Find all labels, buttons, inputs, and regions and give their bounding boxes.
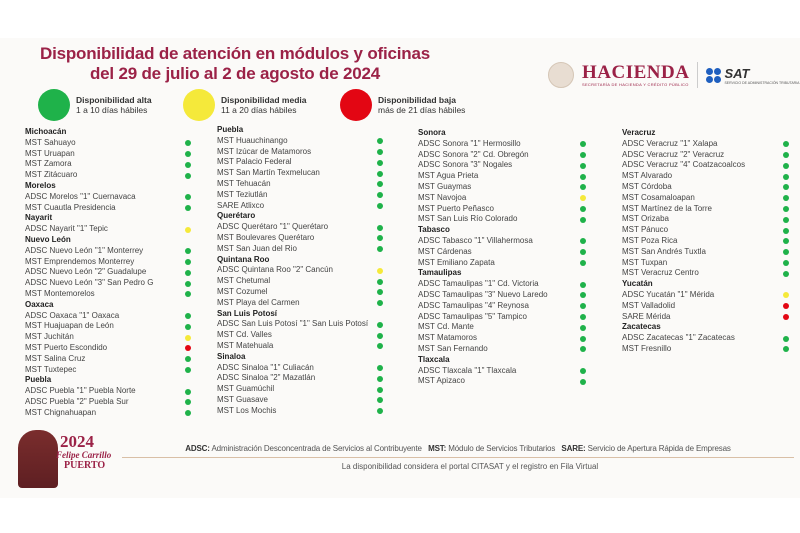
office-row — [217, 147, 368, 158]
office-row — [622, 247, 745, 258]
office-row — [217, 341, 368, 352]
state-heading: Tamaulipas — [418, 268, 462, 278]
office-name: ADSC Tamaulipas "4" Reynosa — [418, 300, 529, 310]
office-name: MST San Juan del Rio — [217, 243, 297, 253]
office-name: MST Zitácuaro — [25, 170, 78, 180]
portrait-icon — [18, 430, 58, 488]
office-name: MST Valladolid — [622, 300, 676, 310]
office-row — [217, 287, 368, 298]
status-dot-green-icon — [580, 368, 586, 374]
office-name: ADSC Sinaloa "1" Culiacán — [217, 362, 314, 372]
office-name: MST Navojoa — [418, 192, 467, 202]
office-name: MST Tehuacán — [217, 178, 271, 188]
office-row — [418, 236, 548, 247]
office-row — [418, 322, 548, 333]
office-row — [418, 247, 548, 258]
status-dot-green-icon — [377, 225, 383, 231]
status-dot-green-icon — [377, 333, 383, 339]
office-row — [217, 265, 368, 276]
office-name: MST Teziutlán — [217, 189, 268, 199]
office-row — [25, 149, 153, 160]
status-dot-green-icon — [185, 313, 191, 319]
office-name: MST Juchitán — [25, 332, 74, 342]
sare-abbr: SARE: — [561, 444, 586, 453]
status-dot-green-icon — [783, 206, 789, 212]
office-row — [217, 298, 368, 309]
office-name: ADSC Sonora "3" Nogales — [418, 160, 513, 170]
status-dot-green-icon — [185, 151, 191, 157]
felipe-carrillo-puerto-logo — [12, 430, 117, 490]
office-row — [622, 312, 745, 323]
status-dot-green-icon — [185, 259, 191, 265]
state-heading: Yucatán — [622, 279, 653, 289]
status-dot-green-icon — [580, 336, 586, 342]
legend-item-red — [340, 89, 465, 121]
state-heading: Quintana Roo — [217, 254, 270, 264]
office-row — [418, 182, 548, 193]
office-name: ADSC Tlaxcala "1" Tlaxcala — [418, 365, 517, 375]
legend-title: Disponibilidad media — [221, 95, 307, 105]
office-name: MST Cosamaloapan — [622, 192, 695, 202]
office-name: MST Uruapan — [25, 148, 75, 158]
office-name: ADSC Tabasco "1" Villahermosa — [418, 235, 533, 245]
office-row — [217, 319, 368, 330]
office-row — [25, 224, 153, 235]
office-row — [25, 354, 153, 365]
status-dot-green-icon — [185, 281, 191, 287]
office-column — [25, 127, 153, 419]
office-name: MST Palacio Federal — [217, 157, 292, 167]
hacienda-name: HACIENDA — [582, 61, 690, 83]
hacienda-logo — [582, 61, 690, 87]
legend-description: 1 a 10 días hábiles — [76, 105, 148, 115]
office-row — [418, 290, 548, 301]
office-row — [622, 150, 745, 161]
office-name: MST Zamora — [25, 159, 72, 169]
national-seal-icon — [548, 62, 574, 88]
office-name: SARE Mérida — [622, 311, 671, 321]
office-row — [217, 136, 368, 147]
legend-description: más de 21 días hábiles — [378, 105, 466, 115]
office-name: MST Playa del Carmen — [217, 297, 300, 307]
office-name: MST Pánuco — [622, 225, 669, 235]
status-dot-green-icon — [580, 174, 586, 180]
office-name: MST Huajuapan de León — [25, 321, 114, 331]
office-name: MST Veracruz Centro — [622, 268, 699, 278]
state-heading: Tlaxcala — [418, 354, 450, 364]
sat-name: SAT — [724, 65, 750, 81]
office-name: MST Chetumal — [217, 276, 271, 286]
office-row — [25, 397, 153, 408]
office-row — [622, 214, 745, 225]
office-row — [217, 395, 368, 406]
office-row — [25, 170, 153, 181]
office-name: MST Martínez de la Torre — [622, 203, 712, 213]
office-row — [217, 373, 368, 384]
office-row — [418, 258, 548, 269]
office-name: ADSC Sonora "1" Hermosillo — [418, 138, 521, 148]
office-name: SARE Atlixco — [217, 200, 265, 210]
adsc-abbr: ADSC: — [185, 444, 210, 453]
office-row — [622, 171, 745, 182]
state-heading: Tabasco — [418, 225, 450, 235]
office-row — [25, 386, 153, 397]
office-name: MST Matehuala — [217, 340, 274, 350]
status-dot-yellow-icon — [185, 335, 191, 341]
status-dot-green-icon — [377, 376, 383, 382]
state-heading: Querétaro — [217, 211, 256, 221]
office-row — [622, 258, 745, 269]
office-name: MST Emiliano Zapata — [418, 257, 495, 267]
office-name: MST Cd. Valles — [217, 330, 272, 340]
office-name: MST Poza Rica — [622, 235, 678, 245]
office-row — [217, 330, 368, 341]
footer-note: La disponibilidad considera el portal CITASAT y el registro en Fila Virtual — [341, 462, 599, 471]
status-dot-green-icon — [185, 173, 191, 179]
status-dot-green-icon — [783, 163, 789, 169]
abbreviations-legend — [122, 444, 794, 458]
office-name: ADSC Nuevo León "3" San Pedro G — [25, 278, 154, 288]
office-row — [622, 236, 745, 247]
office-row — [25, 343, 153, 354]
office-name: MST Huauchinango — [217, 135, 288, 145]
office-row — [25, 257, 153, 268]
title-line-1: Disponibilidad de atención en módulos y oficinas — [40, 44, 430, 63]
office-column — [622, 128, 745, 355]
office-name: ADSC Nuevo León "2" Guadalupe — [25, 267, 147, 277]
office-name: ADSC Morelos "1" Cuernavaca — [25, 191, 136, 201]
status-dot-green-icon — [783, 336, 789, 342]
office-column — [418, 128, 548, 387]
legend-title: Disponibilidad alta — [76, 95, 152, 105]
sat-dots-icon — [706, 68, 721, 83]
status-dot-green-icon — [185, 367, 191, 373]
office-row — [622, 268, 745, 279]
office-row — [217, 233, 368, 244]
office-row — [622, 193, 745, 204]
office-name: ADSC Veracruz "2" Veracruz — [622, 149, 725, 159]
office-row — [217, 190, 368, 201]
office-row — [25, 408, 153, 419]
office-row — [25, 138, 153, 149]
state-heading: Puebla — [25, 375, 52, 385]
office-row — [622, 182, 745, 193]
legend-item-yellow — [183, 89, 306, 121]
status-dot-green-icon — [185, 162, 191, 168]
mst-definition: Módulo de Servicios Tributarios — [448, 444, 556, 453]
office-name: ADSC Querétaro "1" Querétaro — [217, 222, 329, 232]
office-name: MST Puerto Peñasco — [418, 203, 494, 213]
office-name: ADSC Sinaloa "2" Mazatlán — [217, 373, 316, 383]
office-name: ADSC Zacatecas "1" Zacatecas — [622, 333, 735, 343]
logo-surname: PUERTO — [64, 460, 106, 471]
office-name: MST Córdoba — [622, 181, 672, 191]
status-dot-green-icon — [580, 152, 586, 158]
mst-abbr: MST: — [428, 444, 447, 453]
office-name: ADSC Puebla "1" Puebla Norte — [25, 386, 136, 396]
status-dot-green-icon — [377, 387, 383, 393]
office-name: MST Cozumel — [217, 286, 268, 296]
office-row — [217, 201, 368, 212]
status-circle-yellow-icon — [183, 89, 215, 121]
office-name: MST Puerto Escondido — [25, 342, 108, 352]
office-name: MST San Luis Río Colorado — [418, 214, 518, 224]
government-logos — [548, 62, 800, 88]
status-dot-green-icon — [580, 217, 586, 223]
office-row — [418, 344, 548, 355]
office-row — [418, 279, 548, 290]
legend-text — [76, 95, 152, 115]
office-name: MST Agua Prieta — [418, 171, 479, 181]
office-row — [622, 344, 745, 355]
office-name: MST Cuautla Presidencia — [25, 202, 116, 212]
title-line-2: del 29 de julio al 2 de agosto de 2024 — [89, 64, 380, 83]
office-name: ADSC San Luis Potosí "1" San Luis Potosí — [217, 319, 369, 329]
office-name: MST Apizaco — [418, 376, 465, 386]
office-row — [622, 225, 745, 236]
sare-definition: Servicio de Apertura Rápida de Empresas — [587, 444, 731, 453]
office-row — [217, 168, 368, 179]
office-row — [622, 204, 745, 215]
status-dot-green-icon — [580, 282, 586, 288]
office-name: MST Tuxpan — [622, 257, 668, 267]
state-heading: Morelos — [25, 180, 56, 190]
office-row — [25, 267, 153, 278]
status-dot-green-icon — [580, 163, 586, 169]
page-title — [0, 44, 470, 84]
office-row — [418, 333, 548, 344]
status-dot-green-icon — [185, 389, 191, 395]
office-row — [217, 157, 368, 168]
status-dot-green-icon — [185, 270, 191, 276]
office-name: MST Salina Cruz — [25, 353, 86, 363]
office-row — [217, 406, 368, 417]
office-row — [622, 301, 745, 312]
status-dot-green-icon — [185, 205, 191, 211]
office-row — [418, 366, 548, 377]
office-row — [418, 139, 548, 150]
office-name: MST Tuxtepec — [25, 364, 77, 374]
office-name: MST Guasave — [217, 394, 268, 404]
status-dot-green-icon — [580, 314, 586, 320]
status-dot-green-icon — [783, 260, 789, 266]
state-heading: Sonora — [418, 128, 446, 137]
state-heading: Puebla — [217, 125, 244, 134]
office-row — [418, 193, 548, 204]
office-row — [622, 160, 745, 171]
state-heading: Nuevo León — [25, 234, 71, 244]
office-name: ADSC Tamaulipas "5" Tampico — [418, 311, 527, 321]
office-row — [217, 222, 368, 233]
office-row — [25, 246, 153, 257]
state-heading: Nayarit — [25, 213, 53, 223]
state-heading: Veracruz — [622, 128, 656, 137]
office-name: MST Los Mochis — [217, 405, 277, 415]
status-dot-green-icon — [783, 228, 789, 234]
office-row — [25, 278, 153, 289]
status-dot-green-icon — [783, 152, 789, 158]
office-row — [418, 150, 548, 161]
office-name: MST San Fernando — [418, 343, 488, 353]
state-heading: Sinaloa — [217, 351, 246, 361]
office-row — [418, 301, 548, 312]
office-row — [25, 321, 153, 332]
office-name: ADSC Tamaulipas "3" Nuevo Laredo — [418, 289, 548, 299]
status-dot-green-icon — [377, 279, 383, 285]
office-name: MST Matamoros — [418, 333, 477, 343]
office-row — [25, 203, 153, 214]
status-dot-green-icon — [377, 203, 383, 209]
status-dot-green-icon — [783, 271, 789, 277]
office-row — [217, 179, 368, 190]
sat-logo — [706, 66, 799, 85]
office-name: MST Cd. Mante — [418, 322, 474, 332]
office-name: ADSC Sonora "2" Cd. Obregón — [418, 149, 529, 159]
office-row — [25, 311, 153, 322]
office-name: MST Izúcar de Matamoros — [217, 146, 312, 156]
office-name: MST Guaymas — [418, 181, 472, 191]
legend-text — [378, 95, 465, 115]
legend-title: Disponibilidad baja — [378, 95, 456, 105]
status-dot-yellow-icon — [185, 227, 191, 233]
office-name: ADSC Yucatán "1" Mérida — [622, 289, 715, 299]
office-name: MST Fresnillo — [622, 343, 672, 353]
status-circle-green-icon — [38, 89, 70, 121]
office-row — [217, 244, 368, 255]
office-name: MST San Martín Texmelucan — [217, 168, 320, 178]
office-row — [418, 376, 548, 387]
office-name: MST Alvarado — [622, 171, 673, 181]
office-name: ADSC Veracruz "1" Xalapa — [622, 138, 718, 148]
office-name: ADSC Quintana Roo "2" Cancún — [217, 265, 333, 275]
office-row — [25, 159, 153, 170]
status-dot-red-icon — [783, 314, 789, 320]
office-name: MST Guamúchil — [217, 384, 275, 394]
status-circle-red-icon — [340, 89, 372, 121]
status-dot-green-icon — [783, 217, 789, 223]
office-name: ADSC Tamaulipas "1" Cd. Victoria — [418, 279, 539, 289]
sat-subtitle: SERVICIO DE ADMINISTRACIÓN TRIBUTARIA — [724, 80, 800, 85]
office-column — [217, 125, 368, 417]
state-heading: Michoacán — [25, 127, 67, 136]
state-heading: Oaxaca — [25, 299, 54, 309]
office-row — [418, 160, 548, 171]
office-row — [25, 365, 153, 376]
status-dot-green-icon — [783, 174, 789, 180]
office-name: ADSC Nuevo León "1" Monterrey — [25, 245, 144, 255]
state-heading: Zacatecas — [622, 322, 661, 332]
office-name: ADSC Nayarit "1" Tepic — [25, 224, 108, 234]
office-name: MST San Andrés Tuxtla — [622, 246, 706, 256]
office-row — [217, 384, 368, 395]
office-row — [622, 290, 745, 301]
logo-divider — [697, 62, 698, 88]
office-row — [217, 363, 368, 374]
logo-name: Felipe Carrillo — [56, 450, 112, 460]
state-heading: San Luis Potosí — [217, 308, 278, 318]
status-dot-green-icon — [185, 324, 191, 330]
status-dot-yellow-icon — [377, 268, 383, 274]
status-dot-green-icon — [377, 322, 383, 328]
office-row — [25, 332, 153, 343]
office-row — [25, 289, 153, 300]
office-name: MST Chignahuapan — [25, 407, 97, 417]
office-name: MST Boulevares Querétaro — [217, 232, 315, 242]
office-row — [418, 171, 548, 182]
adsc-definition: Administración Desconcentrada de Servicios al Contribuyente — [211, 444, 422, 453]
office-row — [622, 333, 745, 344]
legend-text — [221, 95, 306, 115]
office-name: ADSC Puebla "2" Puebla Sur — [25, 396, 129, 406]
office-name: MST Orizaba — [622, 214, 669, 224]
office-name: MST Cárdenas — [418, 246, 472, 256]
office-name: MST Emprendemos Monterrey — [25, 256, 135, 266]
status-dot-green-icon — [377, 160, 383, 166]
office-row — [217, 276, 368, 287]
status-dot-green-icon — [580, 260, 586, 266]
office-row — [25, 192, 153, 203]
status-dot-green-icon — [377, 149, 383, 155]
office-name: MST Montemorelos — [25, 288, 95, 298]
status-dot-green-icon — [377, 171, 383, 177]
status-dot-green-icon — [377, 365, 383, 371]
office-name: ADSC Veracruz "4" Coatzacoalcos — [622, 160, 746, 170]
office-row — [418, 204, 548, 215]
office-name: MST Sahuayo — [25, 137, 76, 147]
status-dot-green-icon — [580, 206, 586, 212]
status-dot-green-icon — [580, 325, 586, 331]
office-row — [418, 312, 548, 323]
hacienda-subtitle: SECRETARÍA DE HACIENDA Y CRÉDITO PÚBLICO — [582, 81, 689, 87]
status-dot-green-icon — [580, 379, 586, 385]
office-row — [418, 214, 548, 225]
office-row — [622, 139, 745, 150]
office-name: ADSC Oaxaca "1" Oaxaca — [25, 310, 120, 320]
legend-description: 11 a 20 días hábiles — [221, 105, 297, 115]
logo-year: 2024 — [60, 432, 94, 451]
legend-item-green — [38, 89, 152, 121]
